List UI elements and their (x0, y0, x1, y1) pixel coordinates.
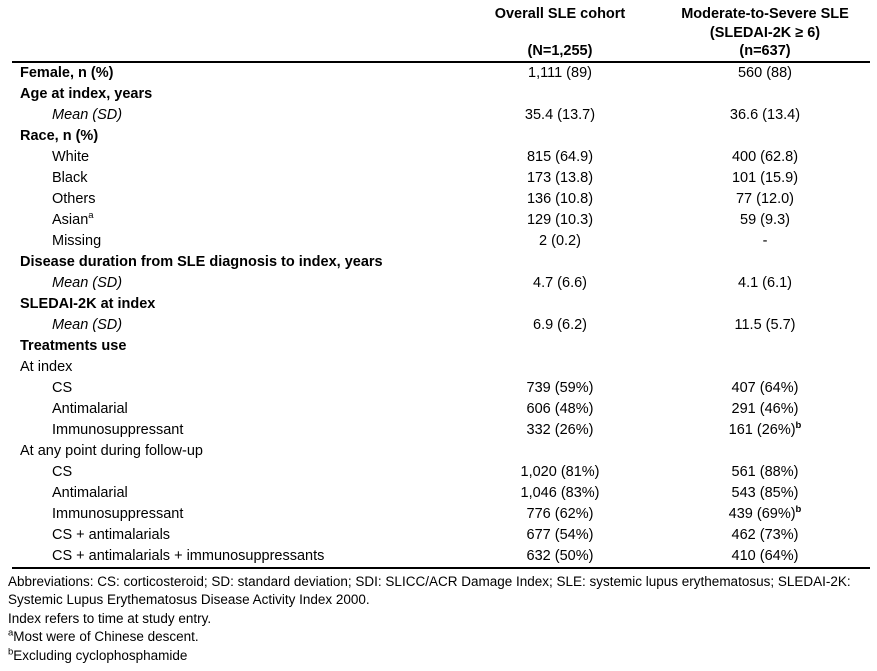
cell-value-overall (460, 252, 660, 273)
column-header-overall-line2 (460, 24, 660, 43)
column-header-overall-line1: Overall SLE cohort (494, 6, 626, 22)
cell-value-moderate-severe: 77 (12.0) (735, 190, 795, 207)
row-label (8, 210, 460, 231)
row-label: Black (52, 169, 88, 186)
cell-value-overall (460, 126, 660, 147)
table-row-sledai (8, 294, 870, 315)
cell-value-overall (460, 336, 660, 357)
row-label: Others (52, 190, 96, 207)
footnote-a (8, 628, 870, 647)
footnote-a-marker: a (8, 627, 14, 639)
cell-value-moderate-severe (660, 126, 870, 147)
cell-value-overall (460, 441, 660, 462)
table-row-followup-cs (8, 462, 870, 483)
table-row-sledai-mean (8, 315, 870, 336)
cell-value-moderate-severe: 101 (15.9) (731, 169, 799, 186)
cell-value-moderate-severe: - (762, 232, 768, 249)
footnote-abbreviations-line1: Abbreviations: CS: corticosteroid; SD: standard deviation; SDI: SLICC/ACR Damage Index; SLE: systemic lupus erythematosus; SLEDAI-2K: (8, 573, 851, 589)
cell-value-overall: 677 (54%) (526, 526, 594, 543)
row-label: Antimalarial (52, 400, 128, 417)
table-row-followup-antimalarial (8, 483, 870, 504)
table-row-asian (8, 210, 870, 231)
cell-value-overall: 4.7 (6.6) (533, 274, 587, 291)
footnote-marker-b: b (795, 503, 802, 515)
cell-value-moderate-severe: 407 (64%) (731, 379, 799, 396)
row-label: Immunosuppressant (52, 421, 184, 438)
table-row-cs-antimalarials-immunosuppressants (8, 546, 870, 567)
cell-value-overall (460, 357, 660, 378)
cell-value-moderate-severe: 543 (85%) (731, 484, 799, 501)
cell-value-overall: 739 (59%) (526, 379, 594, 396)
table-row-female (8, 63, 870, 84)
cell-value-overall: 1,046 (83%) (520, 484, 600, 501)
row-label: Mean (SD) (52, 106, 123, 123)
row-label-text: Asian (52, 211, 89, 228)
cell-value-overall: 2 (0.2) (539, 232, 581, 249)
table-row-black (8, 168, 870, 189)
cell-value-overall: 815 (64.9) (526, 148, 594, 165)
table-row-follow-up (8, 441, 870, 462)
cell-value-moderate-severe: 410 (64%) (731, 547, 799, 564)
cell-value-overall: 606 (48%) (526, 400, 594, 417)
footnote-marker-b: b (795, 419, 802, 431)
cell-value-overall (460, 84, 660, 105)
row-label: Antimalarial (52, 484, 128, 501)
cell-value-moderate-severe: 462 (73%) (731, 526, 799, 543)
footnote-b (8, 647, 870, 666)
cell-value-overall: 1,020 (81%) (520, 463, 600, 480)
row-label: White (52, 148, 90, 165)
row-label: CS + antimalarials + immunosuppressants (52, 547, 325, 564)
cell-value-overall: 173 (13.8) (526, 169, 594, 186)
column-header-overall (460, 5, 660, 61)
row-label: At index (20, 358, 73, 375)
table-row-white (8, 147, 870, 168)
cell-value-overall: 776 (62%) (526, 505, 594, 522)
row-label: Female, n (%) (20, 64, 114, 81)
footnote-marker-a: a (88, 209, 94, 221)
table-row-age-mean (8, 105, 870, 126)
cell-value-moderate-severe (660, 357, 870, 378)
table-row-missing (8, 231, 870, 252)
cell-value-overall (460, 294, 660, 315)
table-row-index-cs (8, 378, 870, 399)
cell-value-overall: 1,111 (89) (528, 64, 592, 81)
table-row-followup-immunosuppressant (8, 504, 870, 525)
cell-value-moderate-severe (660, 294, 870, 315)
column-header-moderate-severe (660, 5, 870, 61)
cell-value-overall: 332 (26%) (526, 421, 594, 438)
cell-value-moderate-severe (660, 252, 870, 273)
table-header (8, 0, 870, 61)
row-label: CS (52, 379, 73, 396)
footnote-b-marker: b (8, 646, 14, 657)
table-row-disease-duration (8, 252, 870, 273)
footnote-index-definition: Index refers to time at study entry. (8, 610, 212, 626)
cell-value-moderate-severe: 4.1 (6.1) (738, 274, 792, 291)
cell-value-moderate-severe: 560 (88) (737, 64, 792, 81)
header-label-spacer (8, 5, 460, 61)
row-label: Missing (52, 232, 102, 249)
table-row-cs-antimalarials (8, 525, 870, 546)
cell-value-moderate-severe: 400 (62.8) (731, 148, 799, 165)
cell-value-moderate-severe (660, 84, 870, 105)
cell-value-overall: 35.4 (13.7) (524, 106, 596, 123)
cell-value-moderate-severe (660, 420, 870, 441)
row-label: Race, n (%) (20, 127, 99, 144)
row-label: At any point during follow-up (20, 442, 203, 459)
cell-value-moderate-severe: 59 (9.3) (740, 211, 790, 228)
table-row-treatments-use (8, 336, 870, 357)
column-header-overall-count: (N=1,255) (527, 43, 593, 59)
table-body (8, 63, 870, 567)
table-row-duration-mean (8, 273, 870, 294)
row-label: Immunosuppressant (52, 505, 184, 522)
table-row-at-index (8, 357, 870, 378)
table-row-age (8, 84, 870, 105)
row-label: CS + antimalarials (52, 526, 171, 543)
row-label: Age at index, years (20, 85, 153, 102)
row-label: Disease duration from SLE diagnosis to index, years (20, 253, 383, 270)
table-row-race (8, 126, 870, 147)
cell-value-text: 161 (26%) (728, 421, 796, 438)
cell-value-overall: 129 (10.3) (526, 211, 594, 228)
table-row-others (8, 189, 870, 210)
cell-value-moderate-severe (660, 441, 870, 462)
cell-value-moderate-severe: 561 (88%) (731, 463, 799, 480)
column-header-moderate-severe-count: (n=637) (739, 43, 791, 59)
row-label: Mean (SD) (52, 316, 123, 333)
cell-value-moderate-severe: 291 (46%) (731, 400, 799, 417)
cell-value-overall: 6.9 (6.2) (533, 316, 587, 333)
row-label: Treatments use (20, 337, 127, 354)
cell-value-text: 439 (69%) (728, 505, 796, 522)
table-row-index-immunosuppressant (8, 420, 870, 441)
row-label: CS (52, 463, 73, 480)
row-label: SLEDAI-2K at index (20, 295, 156, 312)
cell-value-overall: 136 (10.8) (526, 190, 594, 207)
table-row-index-antimalarial (8, 399, 870, 420)
cell-value-moderate-severe: 36.6 (13.4) (729, 106, 801, 123)
row-label: Mean (SD) (52, 274, 123, 291)
footnotes (8, 569, 870, 666)
cell-value-moderate-severe (660, 504, 870, 525)
footnote-a-text: Most were of Chinese descent. (13, 629, 199, 644)
column-header-moderate-severe-line1: Moderate-to-Severe SLE (681, 6, 849, 22)
cell-value-overall: 632 (50%) (526, 547, 594, 564)
footnote-abbreviations-line2: Systemic Lupus Erythematosus Disease Activity Index 2000. (8, 592, 370, 607)
footnote-b-text: Excluding cyclophosphamide (13, 647, 188, 663)
cell-value-moderate-severe (660, 336, 870, 357)
column-header-moderate-severe-line2: (SLEDAI-2K ≥ 6) (709, 24, 821, 41)
cell-value-moderate-severe: 11.5 (5.7) (734, 316, 796, 333)
